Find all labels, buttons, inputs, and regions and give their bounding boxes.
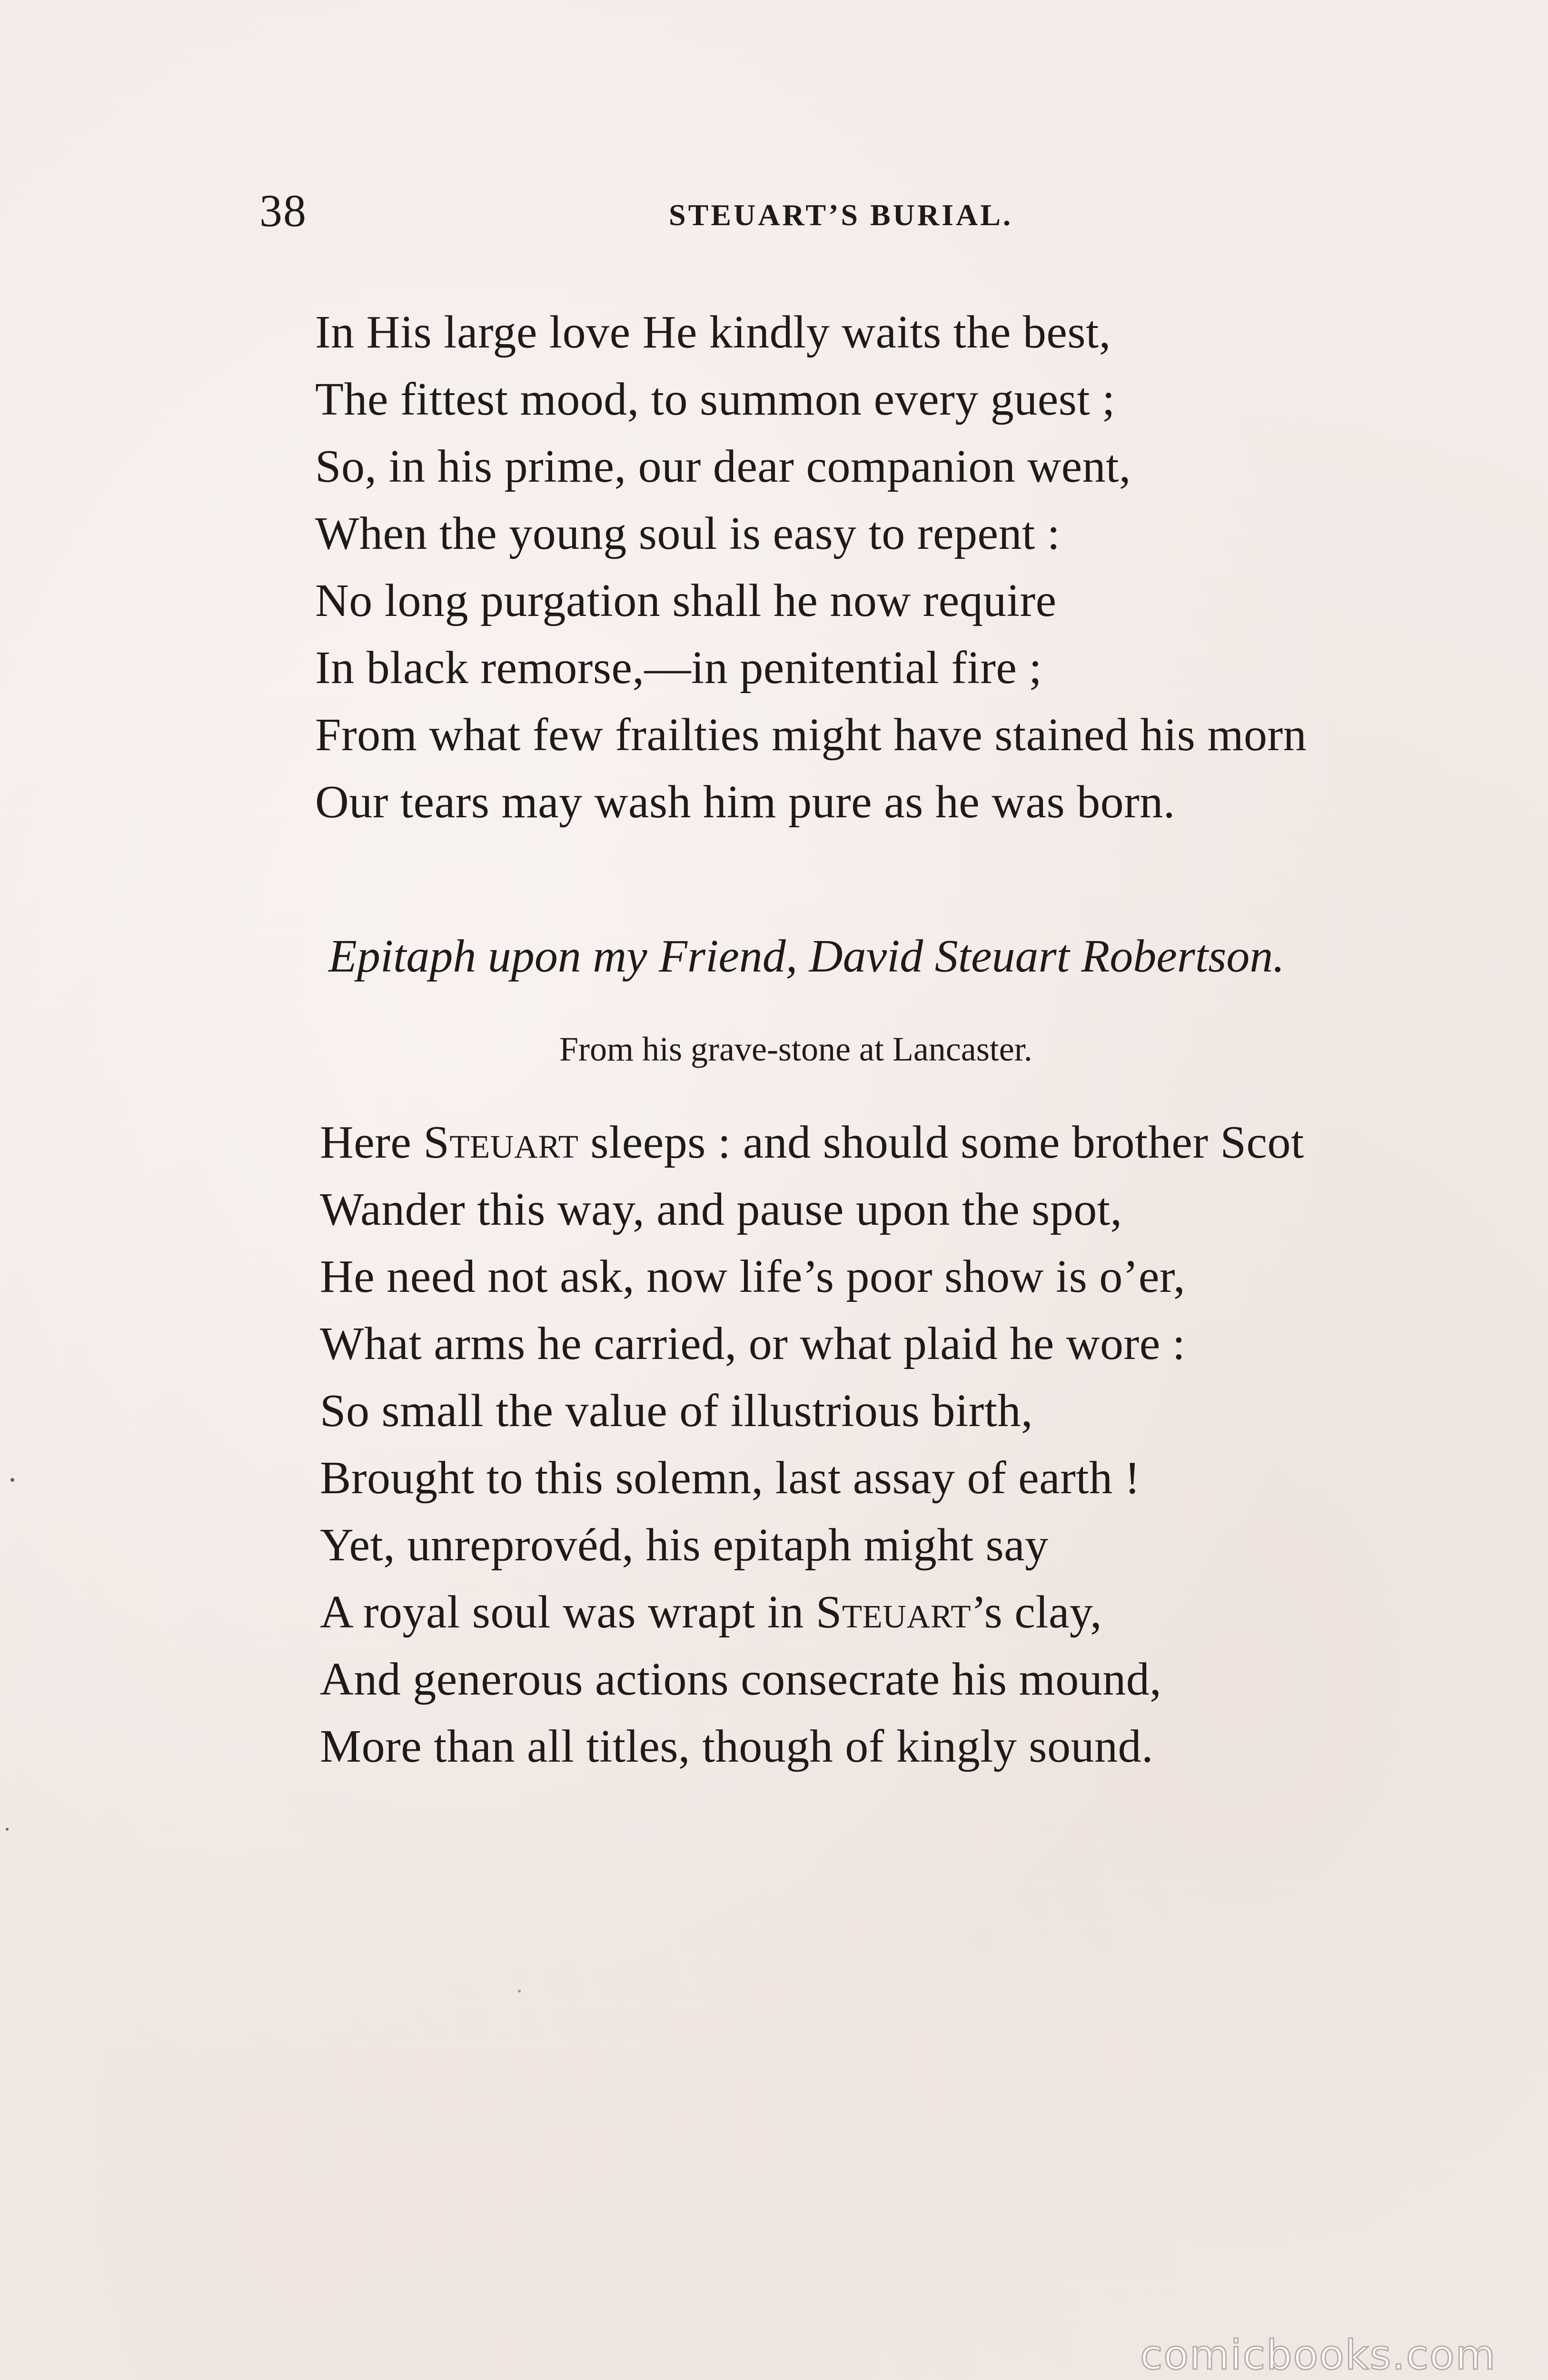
verse-text: sleeps : and should some brother Scot [578, 1117, 1304, 1168]
verse-line: In His large love He kindly waits the best, [315, 307, 1111, 358]
poem-continuation-stanza [315, 299, 1307, 836]
verse-line: The fittest mood, to summon every guest ; [315, 374, 1115, 425]
verse-line: He need not ask, now life’s poor show is o’er, [320, 1251, 1186, 1302]
verse-line: And generous actions consecrate his mound, [320, 1654, 1162, 1705]
verse-line: So, in his prime, our dear companion went, [315, 441, 1131, 492]
verse-text: ’s clay, [971, 1587, 1102, 1638]
running-title: STEUART’S BURIAL. [669, 198, 1013, 232]
paper-speck [6, 1828, 9, 1831]
verse-line: So small the value of illustrious birth, [320, 1385, 1033, 1437]
verse-line: In black remorse,—in penitential fire ; [315, 642, 1042, 694]
watermark-logo: comicbooks.com [1140, 2331, 1497, 2379]
verse-line: What arms he carried, or what plaid he wore : [320, 1318, 1186, 1369]
verse-text: Here [320, 1117, 424, 1168]
verse-text: A royal soul was wrapt in [320, 1587, 816, 1638]
verse-line: No long purgation shall he now require [315, 575, 1057, 626]
name-small-caps: Steuart [815, 1587, 971, 1638]
paper-speck [10, 1478, 14, 1482]
page-number: 38 [259, 185, 307, 236]
verse-line [320, 1109, 1304, 1176]
epitaph-subtitle: From his grave-stone at Lancaster. [559, 1030, 1032, 1068]
verse-line: When the young soul is easy to repent : [315, 508, 1061, 559]
verse-line: Yet, unreprovéd, his epitaph might say [320, 1519, 1049, 1571]
verse-line: Wander this way, and pause upon the spot, [320, 1184, 1122, 1235]
epitaph-stanza [320, 1109, 1304, 1780]
verse-line: From what few frailties might have stained his morn [315, 709, 1307, 761]
verse-line [320, 1579, 1304, 1646]
verse-line: Brought to this solemn, last assay of earth ! [320, 1452, 1141, 1504]
epitaph-title: Epitaph upon my Friend, David Steuart Robertson. [328, 931, 1285, 982]
name-small-caps: Steuart [423, 1117, 579, 1168]
verse-line: More than all titles, though of kingly sound. [320, 1721, 1153, 1772]
paper-speck [518, 1990, 521, 1993]
verse-line: Our tears may wash him pure as he was born. [315, 776, 1175, 828]
